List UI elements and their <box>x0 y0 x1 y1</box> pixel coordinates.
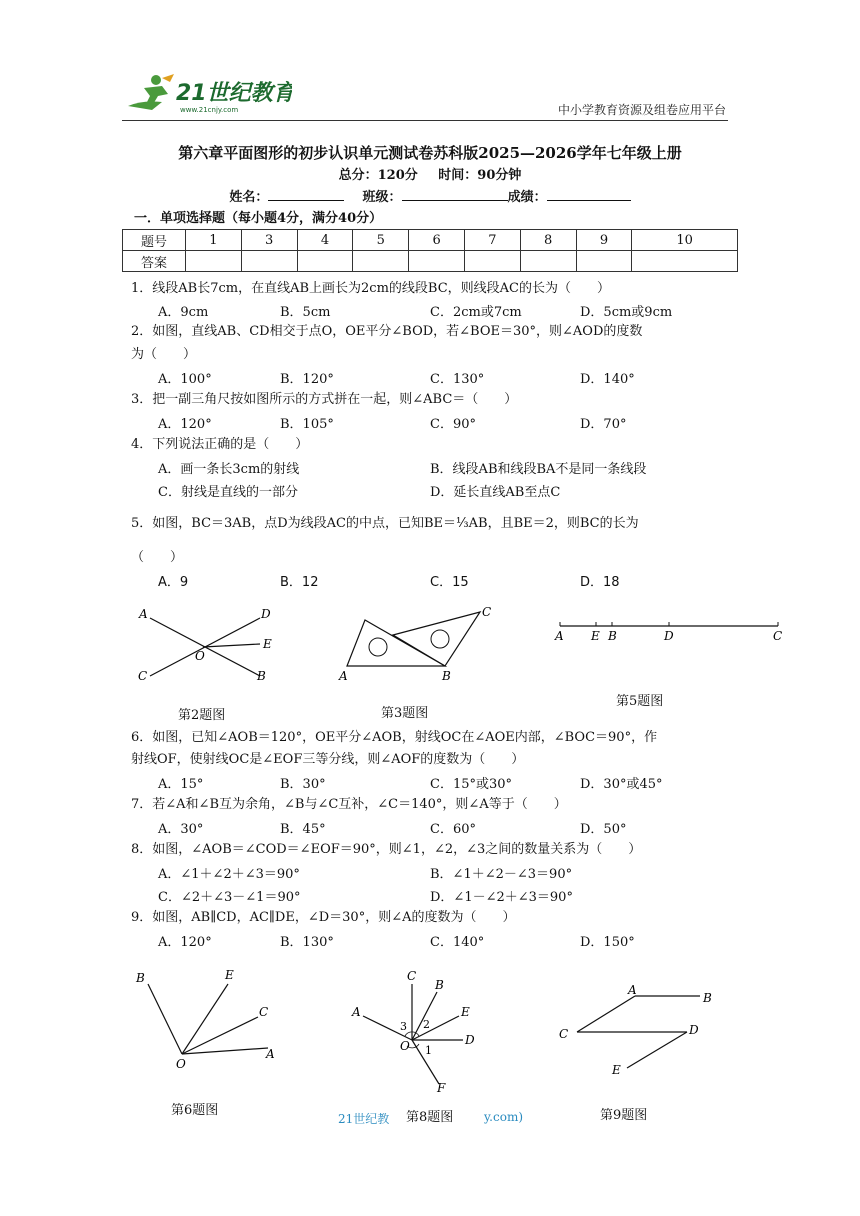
exam-title: 第六章平面图形的初步认识单元测试卷苏科版2025—2026学年七年级上册 <box>178 144 682 162</box>
q8-option-c: C．∠2＋∠3－∠1＝90° <box>158 890 301 905</box>
q1-option-d: D．5cm或9cm <box>580 305 673 320</box>
fig8-label-b: B <box>435 978 444 992</box>
figure-6 <box>130 962 290 1072</box>
question-1: 1．线段AB长7cm，在直线AB上画长为2cm的线段BC，则线段AC的长为（ ） <box>131 281 610 296</box>
q6-option-c: C．15°或30° <box>430 777 513 792</box>
fig8-label-a: A <box>352 1005 361 1019</box>
q5-option-d: D．18 <box>580 575 620 590</box>
table-cell: 6 <box>409 230 465 251</box>
fig2-label-b: B <box>257 669 266 683</box>
fig3-label-b: B <box>442 669 451 683</box>
q5-option-b: B．12 <box>280 575 319 590</box>
q4-option-b: B．线段AB和线段BA不是同一条线段 <box>430 462 647 477</box>
fig9-label-b: B <box>703 991 712 1005</box>
q2-option-d: D．140° <box>580 372 635 387</box>
fig2-caption: 第2题图 <box>178 708 226 723</box>
fig5-label-c: C <box>773 629 783 643</box>
fig6-label-e: E <box>225 968 234 982</box>
q7-option-d: D．50° <box>580 822 627 837</box>
class-field[interactable] <box>402 187 508 201</box>
platform-name: 中小学教育资源及组卷应用平台 <box>557 103 726 117</box>
answer-cell[interactable] <box>520 251 576 272</box>
class-label: 班级： <box>362 190 402 205</box>
q6-option-d: D．30°或45° <box>580 777 663 792</box>
fig3-label-c: C <box>482 605 492 619</box>
name-field[interactable] <box>268 187 344 201</box>
fig9-label-d: D <box>689 1023 699 1037</box>
fig6-label-b: B <box>136 971 145 985</box>
q4-option-a: A．画一条长3cm的射线 <box>158 462 300 477</box>
fig2-label-o: O <box>195 649 205 663</box>
answer-cell[interactable] <box>297 251 353 272</box>
exam-time: 时间：90分钟 <box>438 168 522 183</box>
answer-cell[interactable] <box>241 251 297 272</box>
logo-runner-icon <box>122 70 292 116</box>
fig8-angle-3: 3 <box>400 1020 407 1033</box>
fig5-label-e: E <box>591 629 600 643</box>
question-4: 4．下列说法正确的是（ ） <box>131 437 309 452</box>
fig5-label-b: B <box>608 629 617 643</box>
score-label: 成绩： <box>507 190 547 205</box>
total-score: 总分：120分 <box>338 168 418 183</box>
fig8-label-f: F <box>437 1081 446 1095</box>
q9-option-c: C．140° <box>430 935 485 950</box>
fig6-label-o: O <box>176 1057 186 1071</box>
logo-url: www.21cnjy.com <box>180 106 239 114</box>
fig9-label-a: A <box>628 983 637 997</box>
fig2-label-e: E <box>263 637 272 651</box>
fig2-label-a: A <box>139 607 148 621</box>
name-label: 姓名： <box>229 190 269 205</box>
figure-5 <box>550 612 795 652</box>
answer-cell[interactable] <box>464 251 520 272</box>
figure-2 <box>135 600 285 690</box>
table-cell: 9 <box>576 230 632 251</box>
table-cell: 1 <box>186 230 242 251</box>
fig9-label-e: E <box>612 1063 621 1077</box>
fig3-label-a: A <box>339 669 348 683</box>
question-9: 9．如图，AB∥CD，AC∥DE，∠D＝30°，则∠A的度数为（ ） <box>131 910 516 925</box>
table-row <box>123 230 738 251</box>
fig5-label-a: A <box>555 629 564 643</box>
fig2-label-c: C <box>138 669 148 683</box>
q6-option-a: A．15° <box>158 777 204 792</box>
table-cell: 8 <box>520 230 576 251</box>
fig9-label-c: C <box>559 1027 569 1041</box>
section-heading: 一．单项选择题（每小题4分，满分40分） <box>134 211 383 226</box>
q1-option-b: B．5cm <box>280 305 331 320</box>
table-cell: 答案 <box>123 251 186 272</box>
q1-option-c: C．2cm或7cm <box>430 305 522 320</box>
q3-option-d: D．70° <box>580 417 627 432</box>
q9-option-a: A．120° <box>158 935 212 950</box>
answer-cell[interactable] <box>632 251 738 272</box>
fig5-label-d: D <box>664 629 674 643</box>
figure-9 <box>555 980 725 1080</box>
table-cell: 3 <box>241 230 297 251</box>
fig6-caption: 第6题图 <box>171 1103 219 1118</box>
q7-option-a: A．30° <box>158 822 204 837</box>
fig2-label-d: D <box>261 607 271 621</box>
q1-option-a: A．9cm <box>158 305 209 320</box>
table-cell: 10 <box>632 230 738 251</box>
fig8-caption: 第8题图 <box>406 1110 454 1125</box>
q8-option-b: B．∠1＋∠2－∠3＝90° <box>430 867 573 882</box>
q2-option-c: C．130° <box>430 372 485 387</box>
fig8-label-o: O <box>400 1039 410 1053</box>
student-info <box>0 186 860 205</box>
exam-meta <box>0 164 860 183</box>
figure-8 <box>345 964 485 1096</box>
q8-option-a: A．∠1＋∠2＋∠3＝90° <box>158 867 300 882</box>
question-3: 3．把一副三角尺按如图所示的方式拼在一起，则∠ABC＝（ ） <box>131 392 518 407</box>
fig6-label-a: A <box>266 1047 275 1061</box>
table-cell: 5 <box>353 230 409 251</box>
q5-option-c: C．15 <box>430 575 469 590</box>
fig6-label-c: C <box>259 1005 269 1019</box>
q8-option-d: D．∠1－∠2＋∠3＝90° <box>430 890 573 905</box>
fig8-label-e: E <box>461 1005 470 1019</box>
q7-option-b: B．45° <box>280 822 326 837</box>
answer-cell[interactable] <box>353 251 409 272</box>
q6-option-b: B．30° <box>280 777 326 792</box>
q5-option-a: A．9 <box>158 575 189 590</box>
question-2: 2．如图，直线AB、CD相交于点O，OE平分∠BOD，若∠BOE＝30°，则∠AOD的度数 <box>131 324 643 339</box>
table-row <box>123 251 738 272</box>
answer-cell[interactable] <box>576 251 632 272</box>
q2-option-b: B．120° <box>280 372 334 387</box>
question-6-cont: 射线OF，使射线OC是∠EOF三等分线，则∠AOF的度数为（ ） <box>131 752 525 767</box>
answer-cell[interactable] <box>409 251 465 272</box>
q2-option-a: A．100° <box>158 372 212 387</box>
q3-option-a: A．120° <box>158 417 212 432</box>
q9-option-d: D．150° <box>580 935 635 950</box>
figure-3 <box>335 600 500 690</box>
question-8: 8．如图，∠AOB＝∠COD＝∠EOF＝90°，则∠1，∠2，∠3之间的数量关系为（ ） <box>131 842 642 857</box>
answer-table <box>122 229 738 272</box>
question-6: 6．如图，已知∠AOB＝120°，OE平分∠AOB，射线OC在∠AOE内部，∠BOC＝90°，作 <box>131 730 658 745</box>
q7-option-c: C．60° <box>430 822 476 837</box>
question-5-cont: （ ） <box>131 550 184 565</box>
fig3-caption: 第3题图 <box>381 706 429 721</box>
answer-cell[interactable] <box>186 251 242 272</box>
logo <box>122 70 292 116</box>
fig9-caption: 第9题图 <box>600 1108 648 1123</box>
question-2-cont: 为（ ） <box>131 347 197 362</box>
fig5-caption: 第5题图 <box>616 694 664 709</box>
q3-option-b: B．105° <box>280 417 334 432</box>
fig8-label-c: C <box>407 969 417 983</box>
header-divider <box>122 120 728 121</box>
fig8-label-d: D <box>465 1033 475 1047</box>
fig8-angle-2: 2 <box>423 1018 430 1031</box>
question-7: 7．若∠A和∠B互为余角，∠B与∠C互补，∠C＝140°，则∠A等于（ ） <box>131 797 567 812</box>
fig8-angle-1: 1 <box>425 1044 432 1057</box>
footer-left: 21世纪教 <box>338 1112 390 1126</box>
q9-option-b: B．130° <box>280 935 334 950</box>
score-field[interactable] <box>547 187 631 201</box>
question-5: 5．如图，BC＝3AB，点D为线段AC的中点，已知BE＝⅓AB，且BE＝2，则BC的长为 <box>131 516 639 531</box>
table-cell: 题号 <box>123 230 186 251</box>
logo-text: 21世纪教育 <box>176 81 292 106</box>
table-cell: 7 <box>464 230 520 251</box>
q3-option-c: C．90° <box>430 417 476 432</box>
q4-option-d: D．延长直线AB至点C <box>430 485 561 500</box>
table-cell: 4 <box>297 230 353 251</box>
q4-option-c: C．射线是直线的一部分 <box>158 485 298 500</box>
footer-right: y.com) <box>484 1110 524 1124</box>
